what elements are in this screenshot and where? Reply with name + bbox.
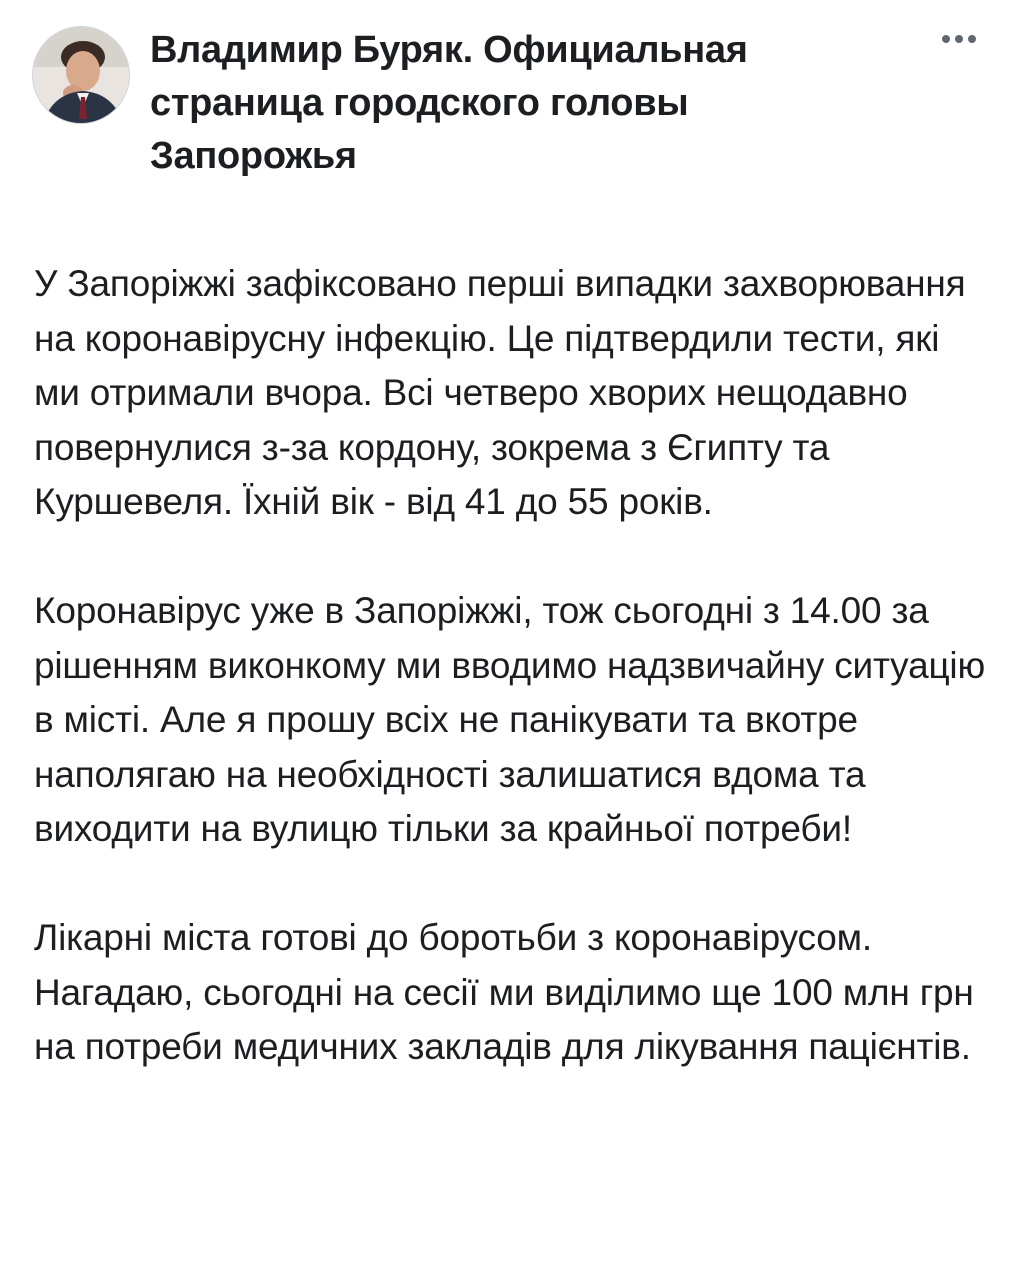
post-paragraph: Лікарні міста готові до боротьби з коронавірусом. Нагадаю, сьогодні на сесії ми виділимо ще 100 млн грн на потреби медичних закладів для лікування пацієнтів. xyxy=(34,917,974,1067)
more-horizontal-icon xyxy=(942,35,950,43)
author-avatar[interactable] xyxy=(32,26,130,124)
profile-photo-icon xyxy=(33,27,129,123)
author-name[interactable]: Владимир Буряк. Официальная страница городского головы Запорожья xyxy=(150,29,748,177)
post-text xyxy=(34,257,994,1129)
more-horizontal-icon xyxy=(955,35,963,43)
more-options-button[interactable] xyxy=(924,22,994,56)
post-paragraph: У Запоріжжі зафіксовано перші випадки захворювання на коронавірусну інфекцію. Це підтвердили тести, які ми отримали вчора. Всі четверо хворих нещодавно повернулися з-за кордону, зокрема з Єгипту та Куршевеля. Їхній вік - від 41 до 55 років. xyxy=(34,263,966,522)
more-horizontal-icon xyxy=(968,35,976,43)
post-paragraph: Коронавірус уже в Запоріжжі, тож сьогодні з 14.00 за рішенням виконкому ми вводимо надзвичайну ситуацію в місті. Але я прошу всіх не панікувати та вкотре наполягаю на необхідності залишатися вдома та виходити на вулицю тільки за крайньої потреби! xyxy=(34,590,986,849)
post-header xyxy=(30,20,994,180)
